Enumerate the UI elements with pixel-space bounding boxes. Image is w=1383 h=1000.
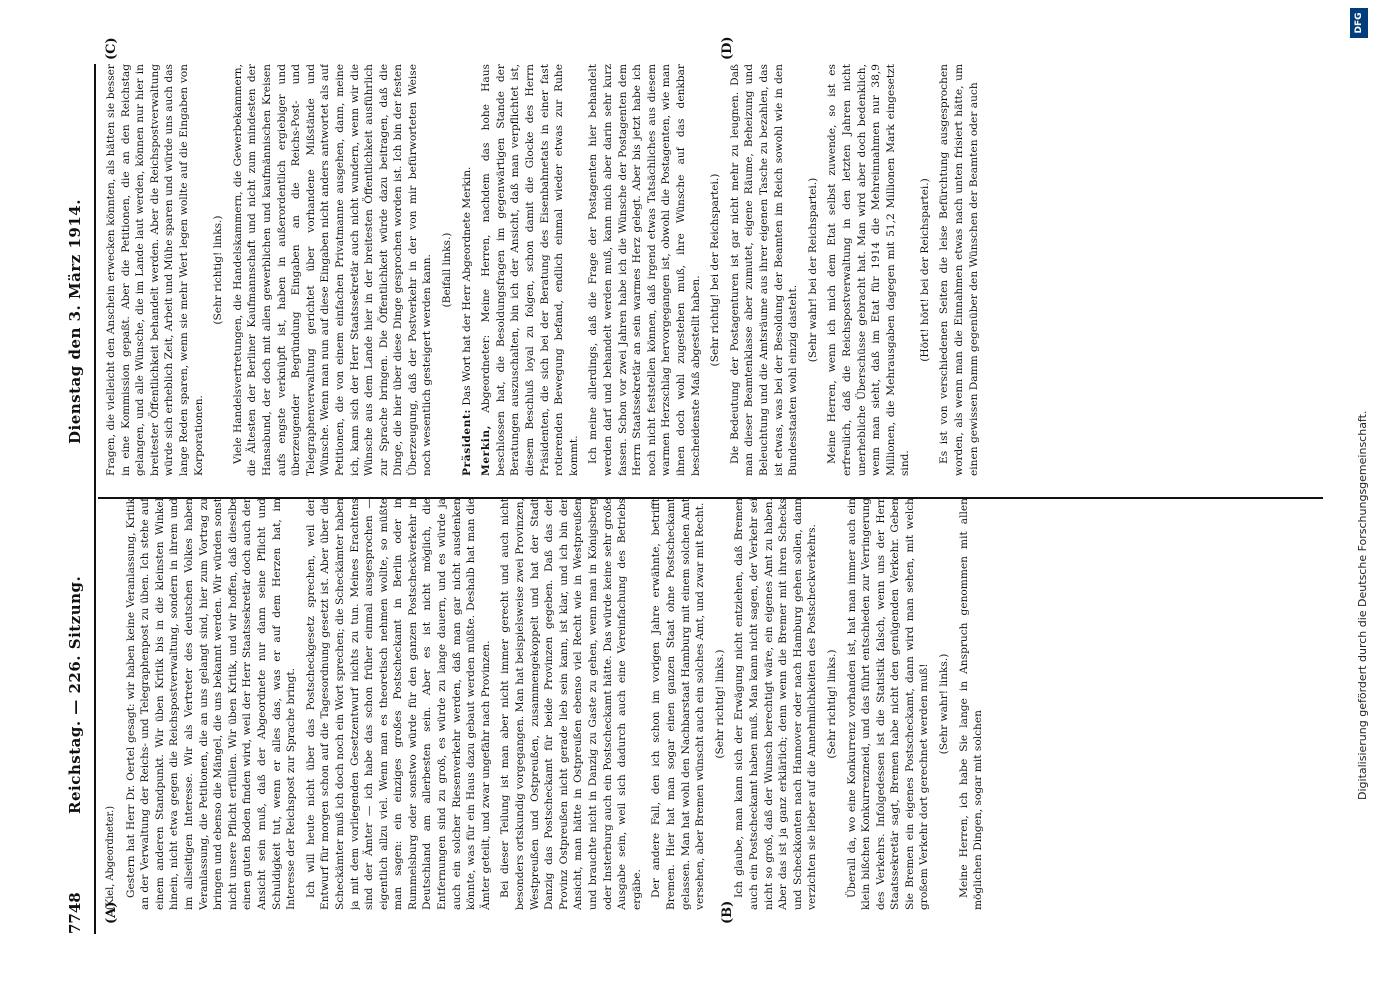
margin-marker-d: (D) [720, 36, 735, 60]
paragraph: Meine Herren, wenn ich mich dem Etat selbst zuwende, so ist es erfreulich, daß die Reichspostverwaltung in den letzten Jahren nicht unerhebliche Überschüsse gebracht hat. Man wird aber doch bedenklich, wenn man sieht, daß im Etat für 1914 die Mehreinnahmen nur 38,9 Millionen, die Mehrausgaben dagegen mit 51,2 Millionen Mark eingesetzt sind. [826, 64, 912, 476]
interjection: (Beifall links.) [441, 232, 454, 308]
margin-marker-a: (A) [104, 901, 119, 924]
paragraph: Ich will heute nicht über das Postscheckgesetz sprechen, weil der Entwurf für morgen schon auf die Tagesordnung gesetzt ist. Aber über die Scheckämter muß ich doch noch ein Wort sprechen; die Scheckämter haben ja mit dem vorliegenden Gesetzentwurf nichts zu tun. Meines Erachtens sind der Ämter — ich habe das schon früher einmal ausgesprochen — eigentlich allzu viel. Wenn man es theoretisch nehmen wollte, so müßte man sagen: ein einziges großes Postscheckamt in Berlin oder in Rummelsburg oder sonstwo würde für den ganzen Postscheckverkehr in Deutschland am allerbesten sein. Aber es ist nicht möglich, die Entfernungen sind zu groß, es würde zu lange dauern, und es würde ja auch ein solcher Riesenverkehr werden, daß man gar nicht ausdenken könnte, was für ein Haus dazu gebaut werden müßte. Deshalb hat man die Ämter geteilt, und zwar ungefähr nach Provinzen. [304, 498, 492, 910]
speech-text: Das Wort hat der Herr Abgeordnete Merkin. [460, 166, 473, 406]
paragraph: Überall da, wo eine Konkurrenz vorhanden ist, hat man immer auch ein klein bißchen Konkurrenzneid, und das führt entschieden zur Verringerung des Verkehrs. Infolgedessen ist die Statistik falsch, wenn uns der Herr Staatssekretär sagt, Bremen habe nicht den genügenden Verkehr. Geben Sie Bremen ein eigenes Postscheckamt, dann wird man sehen, mit welch großem Verkehr dort gerechnet werden muß! [845, 498, 931, 910]
interjection: (Sehr richtig! links.) [713, 649, 726, 759]
paragraph: Die Bedeutung der Postagenturen ist gar nicht mehr zu leugnen. Daß man dieser Beamtenklasse aber zumutet, eigene Räume, Beheizung und Beleuchtung und die Amtsräume aus ihrer eigenen Tasche zu bezahlen, das ist etwas, was bei der Besoldung der Beamten im Reich sowohl wie in den Bundesstaaten wohl einzig dasteht. [728, 64, 800, 476]
margin-marker-b: (B) [720, 900, 735, 924]
digitization-credit: Digitalisierung gefördert durch die Deutsche Forschungsgemeinschaft. [1356, 410, 1369, 800]
speaker-note: (Kiel, Abgeordneter.) [105, 805, 116, 910]
interjection: (Sehr richtig! links.) [825, 649, 838, 759]
speech-president [460, 64, 475, 476]
interjection: (Sehr richtig! bei der Reichspartei.) [709, 173, 722, 367]
paragraph: Ich glaube, man kann sich der Erwägung nicht entziehen, daß Bremen auch ein Postscheckamt haben muß. Man kann nicht sagen, der Verkehr sei nicht so groß, daß der Wunsch berechtigt wäre, ein eigenes Amt zu haben. Aber das ist ja ganz erklärlich; denn wenn die Bremer mit ihren Schecks und Scheckkonten nach Hannover oder nach Hamburg gehen sollen, dann verzichten sie lieber auf die Annehmlichkeiten des Postscheckverkehrs. [733, 498, 819, 910]
paragraph: Bei dieser Teilung ist man aber nicht immer gerecht und auch nicht besonders ortskundig vorgegangen. Man hat beispielsweise zwei Provinzen, Westpreußen und Ostpreußen, zusammengekoppelt und hat der Stadt Danzig das Postscheckamt für beide Provinzen gegeben. Daß das der Provinz Ostpreußen nicht gerade lieb sein kann, ist klar, und ich bin der Ansicht, man hätte in Ostpreußen ebenso viel Recht wie in Westpreußen und brauchte nicht in Danzig zu Gaste zu gehen, wenn man in Königsberg oder Insterburg auch ein Postscheckamt hätte. Das würde keine sehr große Ausgabe sein, weil sich dadurch auch eine Vereinfachung des Betriebs ergäbe. [499, 498, 643, 910]
interjection: (Sehr richtig! links.) [212, 215, 225, 325]
speaker-name: Präsident: [460, 408, 473, 476]
paragraph: Fragen, die vielleicht den Anschein erwecken könnten, als hätten sie besser in eine Kommission gepaßt. Aber die Petitionen, die an den Reichstag gelangen, und alle Wünsche, die im Lande laut werden, können nur hier in breitester Öffentlichkeit behandelt werden. Aber die Reichspostverwaltung würde sich erheblich Zeit, Arbeit und Mühe sparen und würde uns auch das lange Reden sparen, wenn sie mehr Wert legen wollte auf die Eingaben von Korporationen. [105, 64, 205, 476]
speaker-name: Merkin, [480, 424, 493, 476]
interjection: (Sehr wahr! links.) [938, 653, 951, 755]
page-number: 7748 [66, 892, 84, 934]
paragraph: Es ist von verschiedenen Seiten die leise Befürchtung ausgesprochen worden, als wenn man die Einnahmen etwas nach unten frisiert hätte, um einen gewissen Damm gegenüber den Wünschen der Beamten oder auch [938, 64, 980, 476]
speech-text: Abgeordneter: Meine Herren, nachdem das hohe Haus beschlossen hat, die Besoldungsfragen im gegenwärtigen Stande der Beratungen auszuschalten, bin ich der Ansicht, daß man verpflichtet ist, diesem Beschluß loyal zu folgen, schon damit die Glocke des Herrn Präsidenten, die sich bei der Beratung des Eisenbahnetats in einer fast rotierenden Bewegung befand, endlich einmal wieder etwas zur Ruhe kommt. [480, 64, 580, 476]
dfg-logo: DFG [1350, 8, 1368, 38]
header-rule [94, 64, 96, 934]
interjection: (Sehr wahr! bei der Reichspartei.) [806, 177, 819, 363]
paragraph: Gestern hat Herr Dr. Oertel gesagt: wir haben keine Veranlassung, Kritik an der Verwaltung der Reichs- und Telegraphenpost zu üben. Ich stehe auf einem anderen Standpunkt. Wir üben Kritik bis in die kleinsten Winkel hinein, nicht etwa gegen die Reichspostverwaltung, sondern in ihrem und im allseitigen Interesse. Wir als Vertreter des deutschen Volkes haben Veranlassung, die Petitionen, die an uns gelangt sind, hier zum Vortrag zu bringen und ebenso die Mängel, die uns bekannt werden. Wir würden sonst nicht unsere Pflicht erfüllen. Wir üben Kritik, und wir hoffen, daß dieselbe einen guten Boden finden wird, weil der Herr Staatssekretär doch auch der Ansicht sein muß, daß der Abgeordnete nur dann seine Pflicht und Schuldigkeit tut, wenn er alles das, was er auf dem Herzen hat, im Interesse der Reichspost zur Sprache bringt. [124, 498, 298, 910]
interjection: (Hört! hört! bei der Reichspartei.) [918, 178, 931, 362]
speech-merkin [479, 64, 581, 476]
paragraph: Meine Herren, ich habe Sie lange in Anspruch genommen mit allen möglichen Dingen, sogar mit solchen [957, 498, 985, 910]
right-column [104, 64, 1319, 476]
margin-marker-c: (C) [104, 37, 119, 60]
page-header [56, 64, 96, 934]
paragraph: Ich meine allerdings, daß die Frage der Postagenten hier behandelt werden darf und behandelt werden muß, kann mich aber darin sehr kurz fassen. Schon vor zwei Jahren habe ich die Wünsche der Postagenten dem Herrn Staatssekretär an sein warmes Herz gelegt. Aber bis jetzt habe ich noch nicht feststellen können, daß irgend etwas Tatsächliches aus diesem warmen Herzschlag hervorgegangen ist, obwohl die Postagenten, wie man ihnen doch wohl zugestehen muß, ihre Wünsche auf das denkbar bescheidenste Maß abgestellt haben. [587, 64, 702, 476]
session-date: Dienstag den 3. März 1914. [66, 199, 84, 444]
paragraph: Viele Handelsvertretungen, die Handelskammern, die Gewerbekammern, die Ältesten der Berliner Kaufmannschaft und nicht zum mindesten der Hansabund, der doch mit allen gewerblichen und kaufmännischen Kreisen aufs engste verknüpft ist, haben in außerordentlich ergiebiger und überzeugender Begründung Eingaben an die Reichs-Post- und Telegraphenverwaltung gerichtet über vorhandene Mißstände und Wünsche. Wenn man nun auf diese Eingaben nicht anders antwortet als auf Petitionen, die von einem einfachen Privatmanne ausgehen, dann, meine ich, kann sich der Herr Staatssekretär auch nicht wundern, wenn wir die Wünsche aus dem Lande hier in der breitesten Öffentlichkeit ausführlich zur Sprache bringen. Die Öffentlichkeit würde dazu beitragen, daß die Dinge, die hier über diese Dinge gesprochen worden ist. Ich bin der festen Überzeugung, daß der Postverkehr in der von mir befürworteten Weise noch wesentlich gesteigert werden kann. [231, 64, 434, 476]
paragraph: Der andere Fall, den ich schon im vorigen Jahre erwähnte, betrifft Bremen. Hier hat man sogar einen ganzen Staat ohne Postscheckamt gelassen. Man hat wohl den Nachbarstaat Hamburg mit einem solchen Amt versehen, aber Bremen wünscht auch ein solches Amt, und zwar mit Recht. [650, 498, 707, 910]
session-title: Reichstag. — 226. Sitzung. [66, 575, 84, 814]
left-column [104, 498, 1319, 910]
